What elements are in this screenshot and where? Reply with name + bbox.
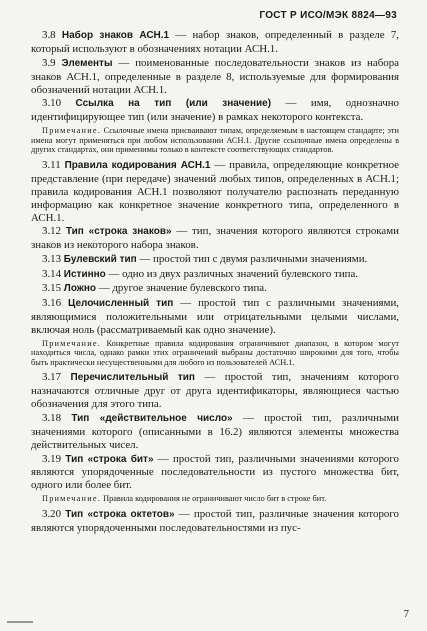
scan-artifact (7, 621, 33, 623)
definition-text: — правила, определяющие конкретное представление (при передаче) значений любых типов, определенных в АСН.1; правила кодирования АСН.1 позволяют получателю распознать переданную информацию как конкретное значение конкретного типа, определенного в АСН.1. (31, 158, 399, 224)
definition-paragraph (31, 253, 399, 267)
definition-paragraph (31, 268, 399, 282)
definition-text: — поименованные последовательности знаков из набора знаков АСН.1, определенные в разделе 8, используемые для формирования обозначений нотации АСН.1. (31, 56, 399, 96)
note-paragraph (31, 126, 399, 155)
note-label: Примечание. (42, 338, 101, 348)
defined-term: Тип «строка знаков» (65, 226, 172, 238)
definition-text: — простой тип, различными значениями которого являются упорядоченные последовательности из пустого множества бит, одного или более бит. (31, 452, 399, 492)
defined-term: Ложно (63, 283, 97, 295)
clause-number: 3.20 (42, 507, 62, 520)
clause-number: 3.13 (42, 252, 62, 265)
definition-text: — простой тип, значениям которого назначаются отличные друг от друга идентификаторы, являющиеся частью обозначения для этого типа. (31, 371, 399, 411)
defined-term: Тип «действительное число» (71, 412, 233, 424)
definition-paragraph (31, 508, 399, 535)
definition-paragraph (31, 159, 399, 225)
definition-paragraph (31, 225, 399, 252)
note-label: Примечание. (42, 126, 101, 136)
definition-paragraph (31, 57, 399, 97)
document-header: ГОСТ Р ИСО/МЭК 8824—93 (259, 10, 397, 21)
defined-term: Булевский тип (63, 253, 137, 265)
definition-text: — одно из двух различных значений булевского типа. (105, 267, 359, 280)
defined-term: Ссылка на тип (или значение) (75, 98, 272, 110)
defined-term: Элементы (61, 57, 113, 69)
defined-term: Набор знаков АСН.1 (61, 30, 170, 41)
defined-term: Истинно (63, 268, 106, 280)
note-text: Правила кодирования не ограничивают число бит в строке бит. (101, 494, 327, 504)
clause-number: 3.10 (42, 97, 62, 110)
defined-term: Тип «строка бит» (65, 453, 154, 465)
defined-term: Перечислительный тип (70, 372, 195, 384)
definition-text: — тип, значения которого являются строками знаков из некоторого набора знаков. (31, 225, 399, 252)
clause-number: 3.11 (42, 158, 61, 171)
definition-paragraph (31, 282, 399, 296)
definition-text: — простой тип, различные значения которого являются упорядоченными последовательностями из пус- (31, 507, 399, 534)
definition-text: — другое значение булевского типа. (96, 282, 267, 295)
clause-number: 3.12 (42, 225, 62, 238)
definition-paragraph (31, 97, 399, 124)
clause-number: 3.15 (42, 282, 62, 295)
note-paragraph (31, 339, 399, 368)
definition-paragraph (31, 371, 399, 411)
definition-paragraph (31, 29, 399, 56)
note-paragraph (31, 494, 399, 504)
definition-text: — имя, однозначно идентифицирующее тип (или значение) в рамках некоторого контекста. (31, 97, 399, 124)
definition-text: — простой тип, различными значениями которого (описанными в 16.2) являются элементы множества действительных чисел. (31, 411, 399, 451)
document-body (31, 29, 399, 536)
definition-text: — набор знаков, определенный в разделе 7, который используют в обозначениях нотации АСН.1. (31, 29, 399, 55)
definition-text: — простой тип с различными значениями, являющимися положительными или отрицательными целыми числами, включая ноль (рассматриваемый как одно значение). (31, 296, 399, 336)
page-number: 7 (403, 609, 409, 620)
definition-paragraph (31, 453, 399, 493)
note-text: Конкретные правила кодирования ограничивают диапазон, в котором могут находиться числа, однако рамки этих ограничений выбраны достаточно широкими для того, чтобы быть практически несущественными для любого из пользователей АСН.1. (31, 338, 399, 367)
definition-paragraph (31, 412, 399, 452)
note-text: Ссылочные имена присваивают типам, определяемым в настоящем стандарте; эти имена могут применяться при любом использовании АСН.1. Другие ссылочные имена определены в других стандартах, они применимы только в контексте соответствующих стандартов. (31, 126, 399, 155)
clause-number: 3.8 (42, 29, 56, 41)
clause-number: 3.16 (42, 296, 62, 309)
clause-number: 3.14 (42, 267, 62, 280)
clause-number: 3.18 (42, 411, 62, 424)
clause-number: 3.17 (42, 371, 62, 384)
definition-paragraph (31, 297, 399, 337)
defined-term: Правила кодирования АСН.1 (64, 159, 211, 171)
note-label: Примечание. (42, 494, 101, 504)
clause-number: 3.19 (42, 452, 62, 465)
clause-number: 3.9 (42, 56, 56, 69)
defined-term: Целочисленный тип (68, 297, 174, 309)
definition-text: — простой тип с двумя различными значениями. (136, 252, 368, 265)
defined-term: Тип «строка октетов» (65, 508, 175, 520)
